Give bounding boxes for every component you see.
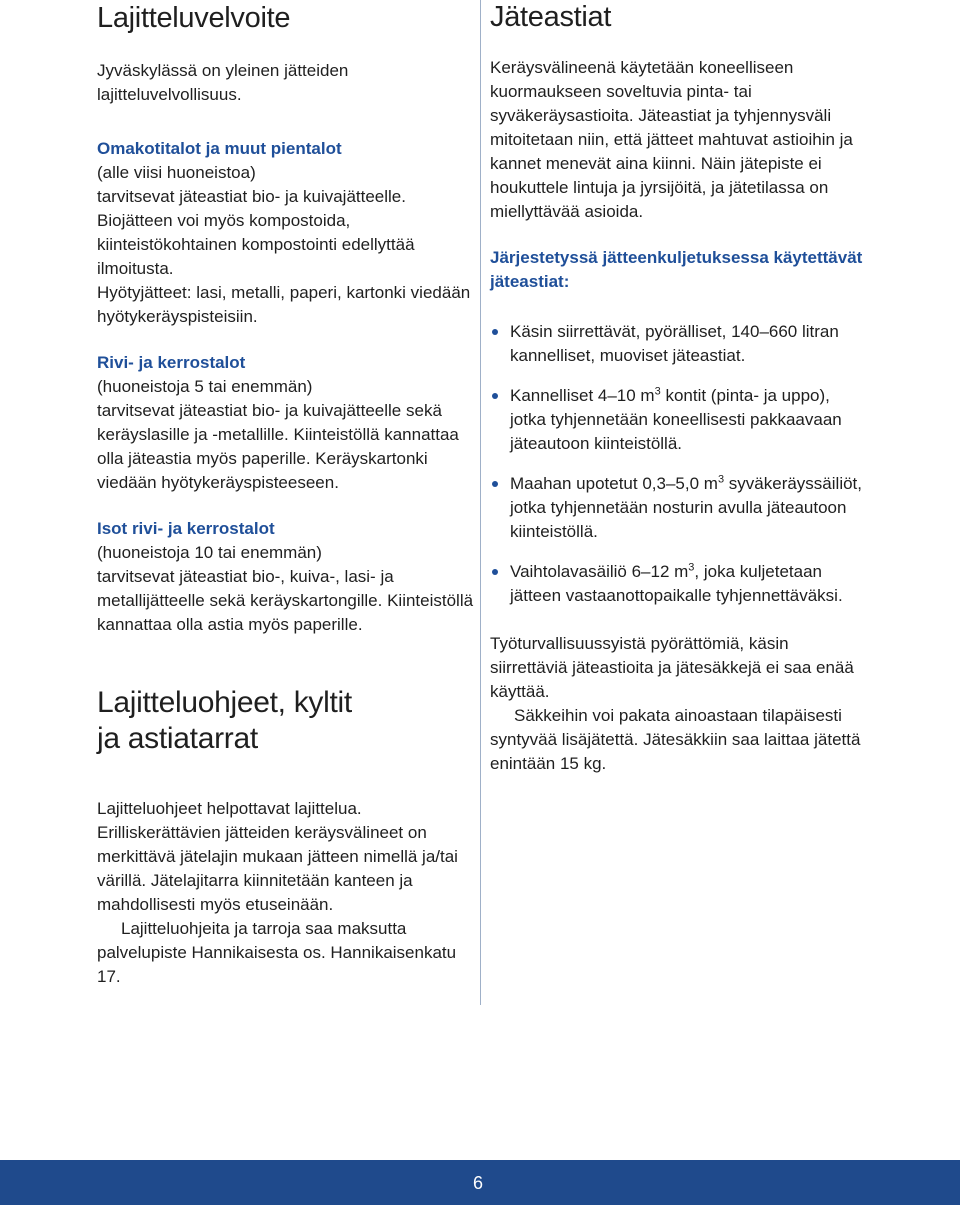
list-item-text-end: , joka kuljetetaan jätteen vastaanottopaikalle tyhjennettäväksi. [510, 562, 843, 605]
sec1-line4: Hyötyjätteet: lasi, metalli, paperi, kartonki viedään hyötykeräyspisteisiin. [97, 283, 471, 326]
list-item-text-start: Maahan upotetut 0,3–5,0 m [510, 474, 718, 493]
sec3-line1: (huoneistoja 10 tai enemmän) [97, 543, 322, 562]
bullet-icon [492, 481, 498, 487]
tyoturvallisuus-para: Työturvallisuussyistä pyörättömiä, käsin siirrettäviä jäteastioita ja jätesäkkejä ei saa enää käyttää. [490, 634, 854, 701]
heading-lajitteluohjeet [97, 685, 475, 757]
sec1-line1: (alle viisi huoneistoa) [97, 163, 256, 182]
jateastiat-intro: Keräysvälineenä käytetään koneelliseen kuormaukseen soveltuvia pinta- tai syväkeräysastioita. Jäteastiat ja tyhjennysväli mitoitetaan niin, että jätteet mahtuvat astioihin ja kannet menevät aina kiinni. Näin jätepiste ei houkuttele lintuja ja jyrsijöitä, ja jätetilassa on miellyttävää asioida. [490, 58, 853, 221]
heading-isot-rivi-ja-kerrostalot: Isot rivi- ja kerrostalot [97, 519, 275, 538]
heading-omakotitalot: Omakotitalot ja muut pientalot [97, 139, 342, 158]
list-item [490, 320, 870, 368]
list-item-text-start: Vaihtolavasäiliö 6–12 m [510, 562, 689, 581]
lajitteluohjeet-para2: Lajitteluohjeita ja tarroja saa maksutta palvelupiste Hannikaisesta os. Hannikaisenkatu 17. [97, 919, 457, 986]
list-item-text-end: kontit (pinta- ja uppo), jotka tyhjennetään koneellisesti pakkaavaan jäteautoon kiinteistöllä. [510, 386, 842, 453]
heading-rivi-ja-kerrostalot: Rivi- ja kerrostalot [97, 353, 246, 372]
superscript: 3 [717, 473, 725, 486]
heading-jateastiat: Jäteastiat [490, 1, 612, 33]
heading-lajitteluvelvoite: Lajitteluvelvoite [97, 2, 291, 34]
left-column [97, 0, 475, 989]
list-item-text: Käsin siirrettävät, pyörälliset, 140–660 litran kannelliset, muoviset jäteastiat. [510, 322, 839, 365]
list-item [490, 560, 870, 608]
intro-text: Jyväskylässä on yleinen jätteiden lajitteluvelvollisuus. [97, 61, 349, 104]
sec2-line1: (huoneistoja 5 tai enemmän) [97, 377, 313, 396]
container-list [490, 320, 870, 608]
sec1-line3: Biojätteen voi myös kompostoida, kiinteistökohtainen kompostointi edellyttää ilmoitusta. [97, 211, 415, 278]
column-divider [480, 0, 481, 1005]
heading-lajitteluohjeet-line2: ja astiatarrat [97, 722, 258, 755]
sakit-para: Säkkeihin voi pakata ainoastaan tilapäisesti syntyvää lisäjätettä. Jätesäkkiin saa laittaa jätettä enintään 15 kg. [490, 706, 861, 773]
sec2-line2: tarvitsevat jäteastiat bio- ja kuivajätteelle sekä keräyslasille ja -metallille. Kiinteistöllä kannattaa olla jäteastia myös paperille. Keräyskartonki viedään hyötykeräyspisteeseen. [97, 401, 459, 492]
list-item-text-end: syväkeräyssäiliöt, jotka tyhjennetään nosturin avulla jäteautoon kiinteistöllä. [510, 474, 862, 541]
superscript: 3 [688, 561, 695, 574]
list-item [490, 472, 870, 544]
heading-lajitteluohjeet-line1: Lajitteluohjeet, kyltit [97, 686, 352, 719]
bullet-icon [492, 393, 498, 399]
list-item [490, 384, 870, 456]
footer-bar [0, 1160, 960, 1205]
list-item-text-start: Kannelliset 4–10 m [510, 386, 655, 405]
right-column [490, 0, 870, 776]
page-number: 6 [473, 1173, 484, 1193]
bullet-icon [492, 329, 498, 335]
sec3-line2: tarvitsevat jäteastiat bio-, kuiva-, lasi- ja metallijätteelle sekä keräyskartongille. Kiinteistöllä kannattaa olla astia myös paperille. [97, 567, 474, 634]
sec1-line2: tarvitsevat jäteastiat bio- ja kuivajätteelle. [97, 187, 406, 206]
superscript: 3 [654, 385, 661, 398]
heading-kaytettavat-jateastiat: Järjestetyssä jätteenkuljetuksessa käytettävät jäteastiat: [490, 248, 863, 291]
bullet-icon [492, 569, 498, 575]
lajitteluohjeet-para1: Lajitteluohjeet helpottavat lajittelua. Erilliskerättävien jätteiden keräysvälineet on merkittävä jätelajin mukaan jätteen nimellä ja/tai värillä. Jätelajitarra kiinnitetään kanteen ja mahdollisesti myös etuseinään. [97, 799, 458, 914]
